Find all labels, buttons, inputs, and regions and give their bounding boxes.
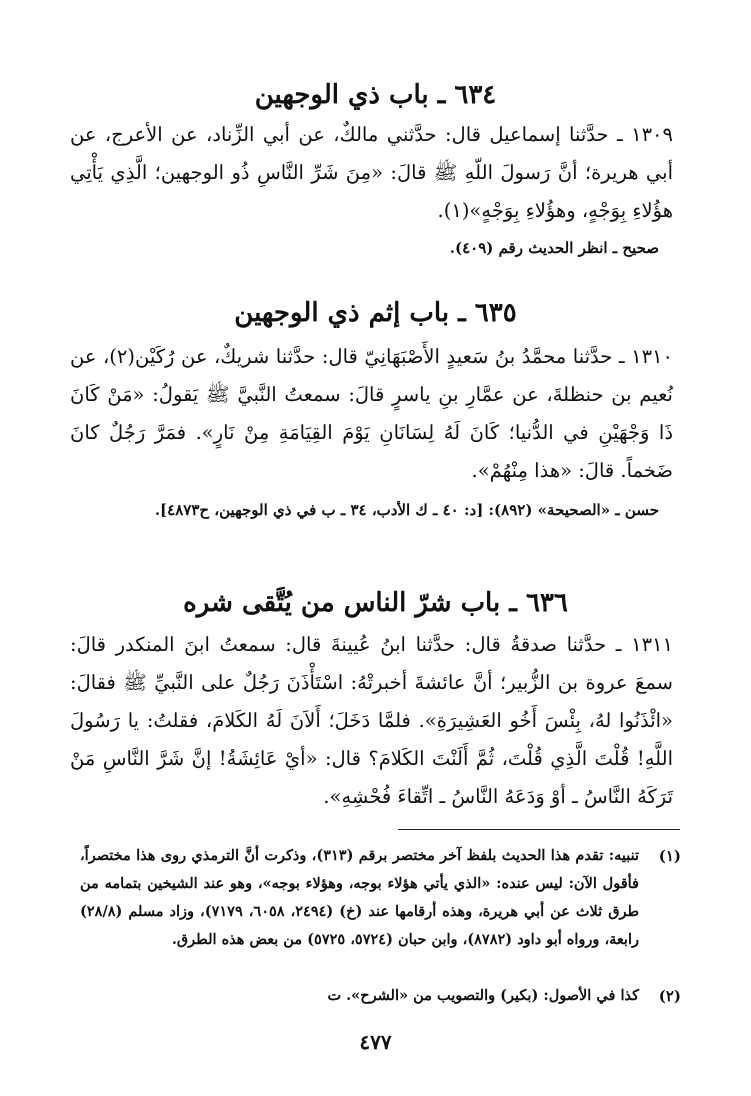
grade-1310: حسن ـ «الصحيحة» (٨٩٢): [د: ٤٠ ـ ك الأدب، ٣٤ ـ ب في ذي الوجهين، ح٤٨٧٣]. <box>154 501 659 519</box>
footnote-1 <box>80 842 681 954</box>
footnote-1-text: تنبيه: تقدم هذا الحديث بلفظ آخر مختصر برقم (٣١٣)، وذكرت أنَّ الترمذي روى هذا مختصراً، فأقول الآن: ليس عنده: «الذي يأتي هؤلاء بوجه، وهؤلاء بوجه»، وهو عند الشيخين بتمامه من طرق ثلاث عن أبي هريرة، وهذه أرقامها عند (خ) (٢٤٩٤، ٦٠٥٨، ٧١٧٩)، وزاد مسلم (٢٨/٨) رابعة، ورواه أبو داود (٨٧٨٢)، وابن حبان (٥٧٢٤، ٥٧٢٥) من بعض هذه الطرق. <box>80 847 640 948</box>
hadith-1309: ١٣٠٩ ـ حدَّثنا إسماعيل قال: حدَّثني مالكٌ، عن أبي الزِّناد، عن الأعرج، عن أبي هريرة؛ أنَّ رَسولَ اللّهِ ﷺ قالَ: «مِنَ شَرِّ النَّاسِ ذُو الوجهين؛ الَّذِي يَأْتِي هؤُلاءِ بِوَجْهٍ، وهؤُلاءِ بِوَجْهٍ»(١). <box>70 123 673 222</box>
footnote-divider <box>398 829 680 830</box>
hadith-1311: ١٣١١ ـ حدَّثنا صدقةُ قال: حدَّثنا ابنُ عُيينةَ قال: سمعتُ ابنَ المنكدر قالَ: سمعَ عروة بن الزُّبير؛ أنَّ عائشةَ أخبرتْهُ: اسْتَأْذَنَ رَجُلٌ على النَّبيِّ ﷺ فقالَ: «ائْذَنُوا لهُ، بِئْسَ أَخُو العَشِيرَةِ». فلمَّا دَخَلَ؛ أَلاَنَ لَهُ الكَلامَ، فقلتُ: يا رَسُولَ اللَّهِ! قُلْتَ الَّذِي قُلْتَ، ثُمَّ أَلَنْتَ الكَلامَ؟ قال: «أيْ عَائِشَةُ! إنَّ شَرَّ النَّاسِ مَنْ تَرَكَهُ النَّاسُ ـ أوْ وَدَعَهُ النَّاسُ ـ اتِّقاءَ فُحْشِهِ». <box>70 633 673 808</box>
page-number: ٤٧٧ <box>359 1030 392 1054</box>
chapter-title-636: ٦٣٦ ـ باب شرّ الناس من يُتَّقى شره <box>183 588 568 618</box>
footnote-2-number: (٢) <box>658 987 681 1005</box>
hadith-1310: ١٣١٠ ـ حدَّثنا محمَّدُ بنُ سَعيدٍ الأَصْبَهَانِيّ قال: حدَّثنا شريكٌ، عن رُكَيْن(٢)، عن نُعيم بن حنظلةَ، عن عمَّارِ بنِ ياسرٍ قالَ: سمعتُ النَّبيَّ ﷺ يَقولُ: «مَنْ كَانَ ذَا وَجْهَيْنِ في الدُّنيا؛ كَانَ لَهُ لِسَانَانِ يَوْمَ القِيَامَةِ مِنْ نَارٍ». فمَرَّ رَجُلٌ كانَ ضَخماً. قالَ: «هذا مِنْهُمْ». <box>70 345 673 482</box>
footnote-1-number: (١) <box>658 847 681 865</box>
footnote-2-text: كذا في الأصول: (بكير) والتصويب من «الشرح». ت <box>327 987 639 1004</box>
grade-1309: صحيح ـ انظر الحديث رقم (٤٠٩). <box>449 239 659 257</box>
footnote-2 <box>80 982 681 1010</box>
chapter-title-634: ٦٣٤ ـ باب ذي الوجهين <box>254 80 497 110</box>
chapter-title-635: ٦٣٥ ـ باب إثم ذي الوجهين <box>234 298 517 328</box>
